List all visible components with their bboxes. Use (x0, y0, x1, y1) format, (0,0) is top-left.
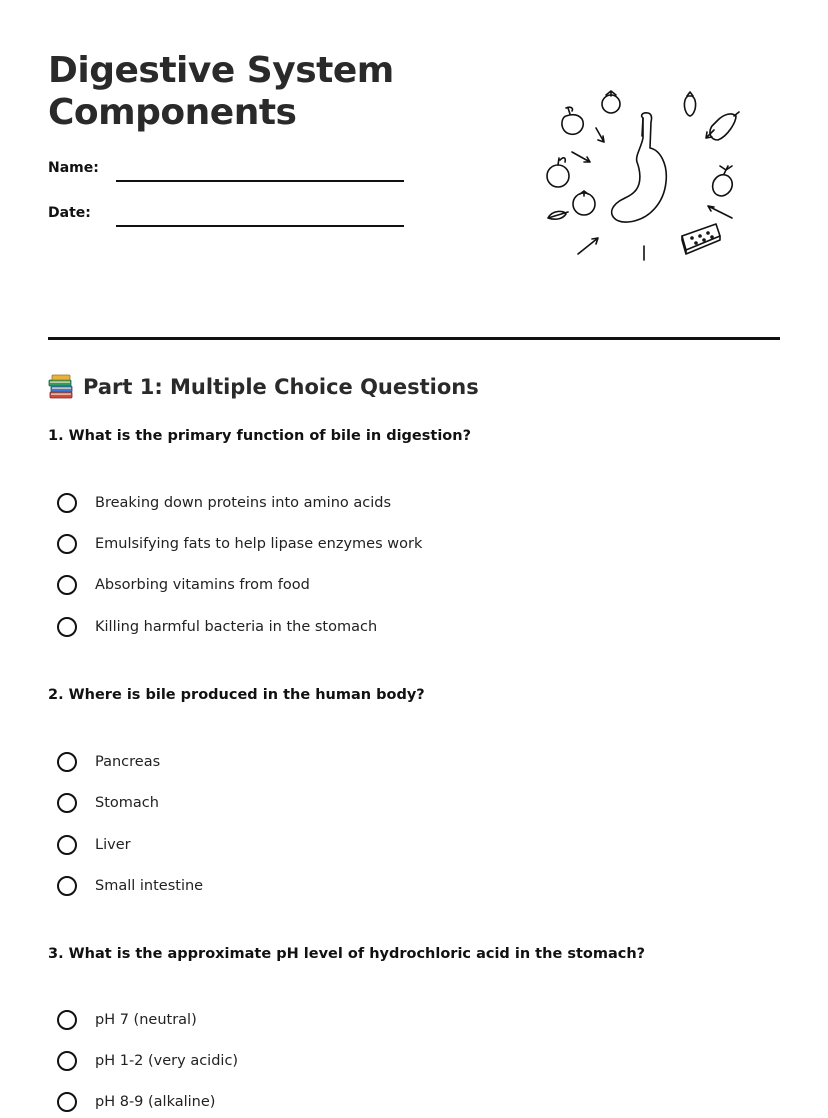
radio-button[interactable] (57, 493, 77, 513)
date-label: Date: (48, 205, 91, 221)
worksheet-title (48, 50, 394, 134)
question-3: 3. What is the approximate pH level of hydrochloric acid in the stomach? (48, 946, 646, 962)
option-label: Small intestine (95, 878, 204, 894)
title-line-2: Components (48, 92, 297, 133)
stomach-with-foods-illustration (540, 86, 750, 264)
q2-option-4[interactable] (57, 873, 203, 899)
q2-option-3[interactable] (57, 832, 131, 858)
q1-option-3[interactable] (57, 572, 310, 598)
name-field[interactable] (116, 180, 404, 182)
title-line-1: Digestive System (48, 50, 394, 91)
part1-heading (48, 374, 479, 400)
q1-option-1[interactable] (57, 490, 391, 516)
q3-option-3[interactable] (57, 1089, 215, 1115)
option-label: Stomach (95, 795, 159, 811)
radio-button[interactable] (57, 575, 77, 595)
q2-option-1[interactable] (57, 749, 160, 775)
q2-option-2[interactable] (57, 790, 159, 816)
q1-option-2[interactable] (57, 531, 422, 557)
option-label: pH 1-2 (very acidic) (95, 1053, 239, 1069)
part1-title: Part 1: Multiple Choice Questions (83, 375, 479, 399)
date-field[interactable] (116, 225, 404, 227)
option-label: Emulsifying fats to help lipase enzymes work (95, 536, 423, 552)
option-label: Pancreas (95, 754, 161, 770)
question-1: 1. What is the primary function of bile in digestion? (48, 428, 471, 444)
books-icon (48, 374, 74, 400)
q3-option-2[interactable] (57, 1048, 238, 1074)
option-label: Breaking down proteins into amino acids (95, 495, 392, 511)
radio-button[interactable] (57, 1010, 77, 1030)
q3-option-1[interactable] (57, 1007, 197, 1033)
radio-button[interactable] (57, 752, 77, 772)
radio-button[interactable] (57, 534, 77, 554)
radio-button[interactable] (57, 793, 77, 813)
radio-button[interactable] (57, 835, 77, 855)
option-label: Killing harmful bacteria in the stomach (95, 619, 378, 635)
radio-button[interactable] (57, 1092, 77, 1112)
name-label: Name: (48, 160, 99, 176)
question-2: 2. Where is bile produced in the human body? (48, 687, 425, 703)
radio-button[interactable] (57, 1051, 77, 1071)
q1-option-4[interactable] (57, 614, 377, 640)
radio-button[interactable] (57, 876, 77, 896)
option-label: pH 8-9 (alkaline) (95, 1094, 216, 1110)
option-label: pH 7 (neutral) (95, 1012, 197, 1028)
radio-button[interactable] (57, 617, 77, 637)
section-divider (48, 337, 780, 340)
option-label: Liver (95, 837, 131, 853)
option-label: Absorbing vitamins from food (95, 577, 310, 593)
